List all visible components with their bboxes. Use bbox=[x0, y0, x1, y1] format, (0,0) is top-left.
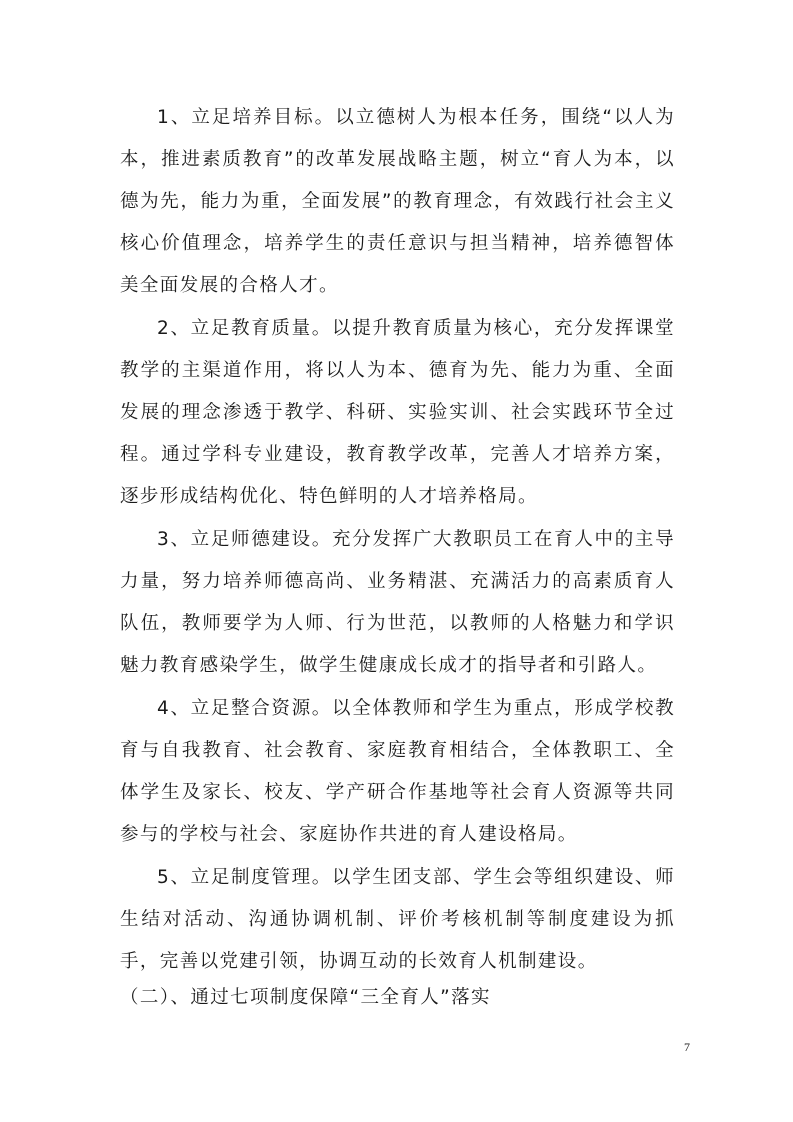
page-number: 7 bbox=[684, 1040, 690, 1054]
paragraph-cultivation-goal: 1、立足培养目标。以立德树人为根本任务，围绕“以人为本，推进素质教育”的改革发展战略主题，树立“育人为本，以德为先，能力为重，全面发展”的教育理念，有效践行社会主义核心价值理念，培养学生的责任意识与担当精神，培养德智体美全面发展的合格人才。 bbox=[120, 107, 675, 296]
paragraph-system-management: 5、立足制度管理。以学生团支部、学生会等组织建设、师生结对活动、沟通协调机制、评价考核机制等制度建设为抓手，完善以党建引领，协调互动的长效育人机制建设。 bbox=[120, 867, 675, 972]
paragraph-resource-integration: 4、立足整合资源。以全体教师和学生为重点，形成学校教育与自我教育、社会教育、家庭教育相结合，全体教职工、全体学生及家长、校友、学产研合作基地等社会育人资源等共同参与的学校与社会、家庭协作共进的育人建设格局。 bbox=[120, 698, 675, 845]
section-heading: （二）、通过七项制度保障“三全育人”落实 bbox=[120, 987, 491, 1008]
paragraph-education-quality: 2、立足教育质量。以提升教育质量为核心，充分发挥课堂教学的主渠道作用，将以人为本、德育为先、能力为重、全面发展的理念渗透于教学、科研、实验实训、社会实践环节全过程。通过学科专业建设，教育教学改革，完善人才培养方案，逐步形成结构优化、特色鲜明的人才培养格局。 bbox=[120, 318, 675, 507]
paragraph-teacher-ethics: 3、立足师德建设。充分发挥广大教职员工在育人中的主导力量，努力培养师德高尚、业务精湛、充满活力的高素质育人队伍，教师要学为人师、行为世范，以教师的人格魅力和学识魅力教育感染学生，做学生健康成长成才的指导者和引路人。 bbox=[120, 529, 675, 676]
